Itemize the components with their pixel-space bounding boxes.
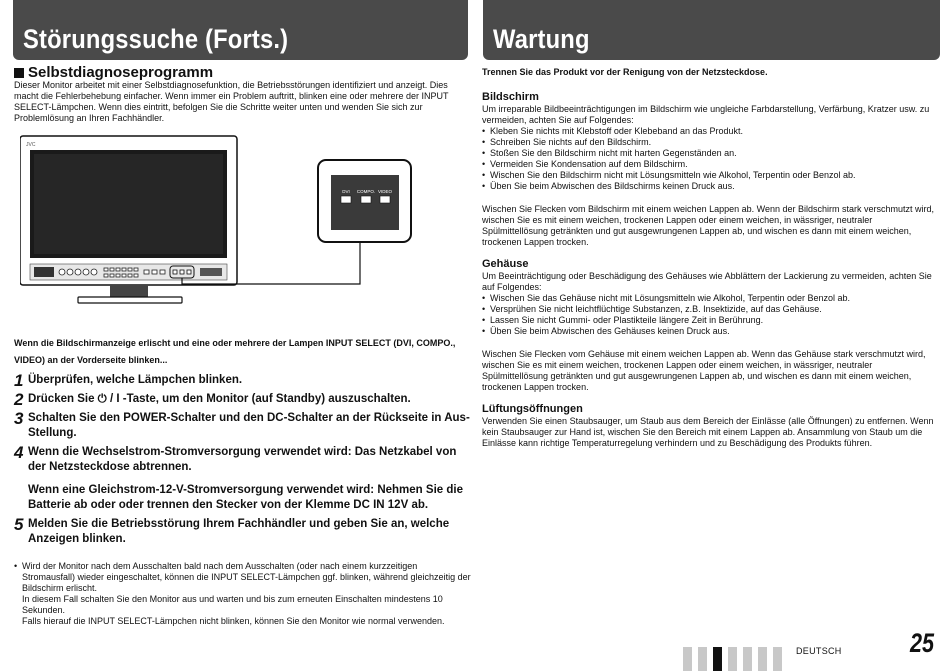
- list-item: • Lassen Sie nicht Gummi- oder Plastikteile längere Zeit in Berührung.: [482, 315, 938, 326]
- square-bullet-icon: [14, 68, 24, 78]
- step-5: [14, 517, 472, 547]
- list-item: • Üben Sie beim Abwischen des Bildschirms keinen Druck aus.: [482, 181, 938, 192]
- page-title-maintenance: Wartung: [493, 24, 590, 54]
- speaker-grille: [34, 267, 54, 277]
- screen-inner: [34, 154, 223, 254]
- tab-bar: [698, 647, 707, 671]
- step-number: 1: [14, 371, 24, 390]
- language-tab-bars: [683, 647, 782, 671]
- lamp-label-dvi: DVI: [342, 189, 350, 194]
- input-select-lamps: [341, 196, 390, 203]
- tab-bar-active: [713, 647, 722, 671]
- list-item: • Wischen Sie den Bildschirm nicht mit Lösungsmitteln wie Alkohol, Terpentin oder Benzol ab.: [482, 170, 938, 181]
- right-header-bar: [483, 0, 940, 60]
- monitor-brand-mark: JVC: [26, 142, 36, 148]
- vents-heading: Lüftungsöffnungen: [482, 403, 583, 415]
- step-2: [14, 392, 472, 407]
- screen-bullets: [482, 126, 938, 192]
- list-item: • Üben Sie beim Abwischen des Gehäuses keinen Druck aus.: [482, 326, 938, 337]
- screen-intro: Um irreparable Bildbeeinträchtigungen im Bildschirm wie ungleiche Farbdarstellung, Verfärbung, Kratzer usw. zu vermeiden, achten Sie auf Folgendes:: [482, 104, 930, 125]
- monitor-illustration: [20, 130, 440, 310]
- step-4-dc-note: Wenn eine Gleichstrom-12-V-Stromversorgung verwendet wird: Nehmen Sie die Batterie ab oder oder trennen den Stecker von der Klemme DC IN 12V ab.: [28, 484, 463, 511]
- step-3: [14, 411, 472, 441]
- tab-bar: [683, 647, 692, 671]
- housing-intro: Um Beeinträchtigung oder Beschädigung des Gehäuses wie Abblättern der Lackierung zu vermeiden, achten Sie auf Folgendes:: [482, 271, 932, 292]
- lamp-compo: [361, 196, 371, 203]
- tab-bar: [773, 647, 782, 671]
- vents-text: Verwenden Sie einen Staubsauger, um Staub aus dem Bereich der Einlässe (alle Öffnungen) zu entfernen. Wenn kein Staubsauger zur Hand ist, wischen Sie den Bereich mit einem Lappen ab. Ansammlung von Staub um die Einlässe kann richtige Temperaturregelung verhindern und zu Beschädigung des Produkts führen.: [482, 416, 934, 448]
- step-number: 2: [14, 390, 24, 409]
- selfdiag-title: Selbstdiagnoseprogramm: [28, 64, 214, 81]
- lamp-dvi: [341, 196, 351, 203]
- note-line-3: Falls hierauf die INPUT SELECT-Lämpchen nicht blinken, können Sie den Monitor wie normal verwenden.: [22, 616, 445, 626]
- screen-cleaning: Wischen Sie Flecken vom Bildschirm mit einem weichen Lappen ab. Wenn der Bildschirm stark verschmutzt wird, wischen Sie es mit einem weichen, trockenen Lappen oder einem weichen, in wässriger, neutraler Spülmittellösung getränkten und gut ausgewrungenen Lappen ab, und wischen es dann mit einem weichen, trockenen Lappen trocken.: [482, 204, 934, 247]
- step-4: [14, 445, 472, 475]
- left-header-bar: [13, 0, 468, 60]
- list-item: • Kleben Sie nichts mit Klebstoff oder Klebeband an das Produkt.: [482, 126, 938, 137]
- lamp-video: [380, 196, 390, 203]
- selfdiag-text: Dieser Monitor arbeitet mit einer Selbstdiagnosefunktion, die Betriebsstörungen identifiziert und anzeigt. Dies macht die Fehlerbehebung einfacher. Wenn immer ein Problem auftritt, blinken eine oder mehrere der INPUT SELECT-Lämpchen. Wenn dies eintritt, befolgen Sie die Schritte weiter unten und wenden Sie sich zur Problemlösung an Ihren Fachhändler.: [14, 80, 449, 123]
- step-number: 4: [14, 443, 24, 462]
- selfdiag-section: [14, 64, 472, 124]
- panel-slot: [200, 268, 222, 276]
- step-text: Überprüfen, welche Lämpchen blinken.: [28, 374, 243, 386]
- input-select-lamps-small: [173, 270, 191, 274]
- note-line-2: In diesem Fall schalten Sie den Monitor aus und warten und bis zum erneuten Einschalten mindestens 10 Sekunden.: [22, 594, 443, 615]
- lamp-label-compo: COMPO.: [356, 189, 376, 194]
- list-item: • Versprühen Sie nicht leichtflüchtige Substanzen, z.B. Insektizide, auf das Gehäuse.: [482, 304, 938, 315]
- step-text: Wenn die Wechselstrom-Stromversorgung verwendet wird: Das Netzkabel von der Netzsteckdose abtrennen.: [28, 446, 457, 473]
- steps-intro: Wenn die Bildschirmanzeige erlischt und eine oder mehrere der Lampen INPUT SELECT (DVI, COMPO., VIDEO) an der Vorderseite blinken...: [14, 338, 456, 365]
- step-1: [14, 373, 472, 388]
- step-text: Drücken Sie ⏻ / I -Taste, um den Monitor (auf Standby) auszuschalten.: [28, 393, 411, 405]
- note-line-1: • Wird der Monitor nach dem Ausschalten bald nach dem Ausschalten (oder nach einem kurzzeitigen Stromausfall) wieder eingeschaltet, können die INPUT SELECT-Lämpchen ggf. blinken, während gleichzeitig der Bildschirm erlischt.: [14, 561, 472, 594]
- maintenance-warning: Trennen Sie das Produkt vor der Renigung von der Netzsteckdose.: [482, 67, 768, 77]
- list-item: • Vermeiden Sie Kondensation auf dem Bildschirm.: [482, 159, 938, 170]
- housing-cleaning: Wischen Sie Flecken vom Gehäuse mit einem weichen Lappen ab. Wenn das Gehäuse stark verschmutzt wird, wischen Sie es mit einem weichen, trockenen Lappen oder einem weichen, in wässriger, neutraler Spülmittellösung getränkten und gut ausgewrungenen Lappen ab, und wischen es dann mit einem weichen, trockenen Lappen trocken.: [482, 349, 926, 392]
- tab-bar: [743, 647, 752, 671]
- list-item: • Schreiben Sie nichts auf den Bildschirm.: [482, 137, 938, 148]
- steps-note: [14, 561, 472, 627]
- maintenance-section: [482, 67, 938, 449]
- housing-bullets: [482, 293, 938, 337]
- step-text: Melden Sie die Betriebsstörung Ihrem Fachhändler und geben Sie an, welche Anzeigen blinken.: [28, 518, 450, 545]
- lamp-label-video: VIDEO: [377, 189, 393, 194]
- list-item: • Stoßen Sie den Bildschirm nicht mit harten Gegenständen an.: [482, 148, 938, 159]
- selfdiag-heading: [14, 64, 472, 81]
- page-number: 25: [910, 628, 935, 658]
- tab-bar: [728, 647, 737, 671]
- language-label: DEUTSCH: [796, 646, 842, 656]
- housing-heading: Gehäuse: [482, 258, 529, 270]
- tab-bar: [758, 647, 767, 671]
- step-number: 3: [14, 409, 24, 428]
- list-item: • Wischen Sie das Gehäuse nicht mit Lösungsmitteln wie Alkohol, Terpentin oder Benzol ab.: [482, 293, 938, 304]
- monitor-base: [78, 297, 182, 303]
- page-title-troubleshooting: Störungssuche (Forts.): [23, 24, 289, 54]
- screen-heading: Bildschirm: [482, 91, 539, 103]
- step-number: 5: [14, 515, 24, 534]
- step-text: Schalten Sie den POWER-Schalter und den DC-Schalter an der Rückseite in Aus-Stellung.: [28, 412, 470, 439]
- troubleshooting-steps: [14, 335, 472, 627]
